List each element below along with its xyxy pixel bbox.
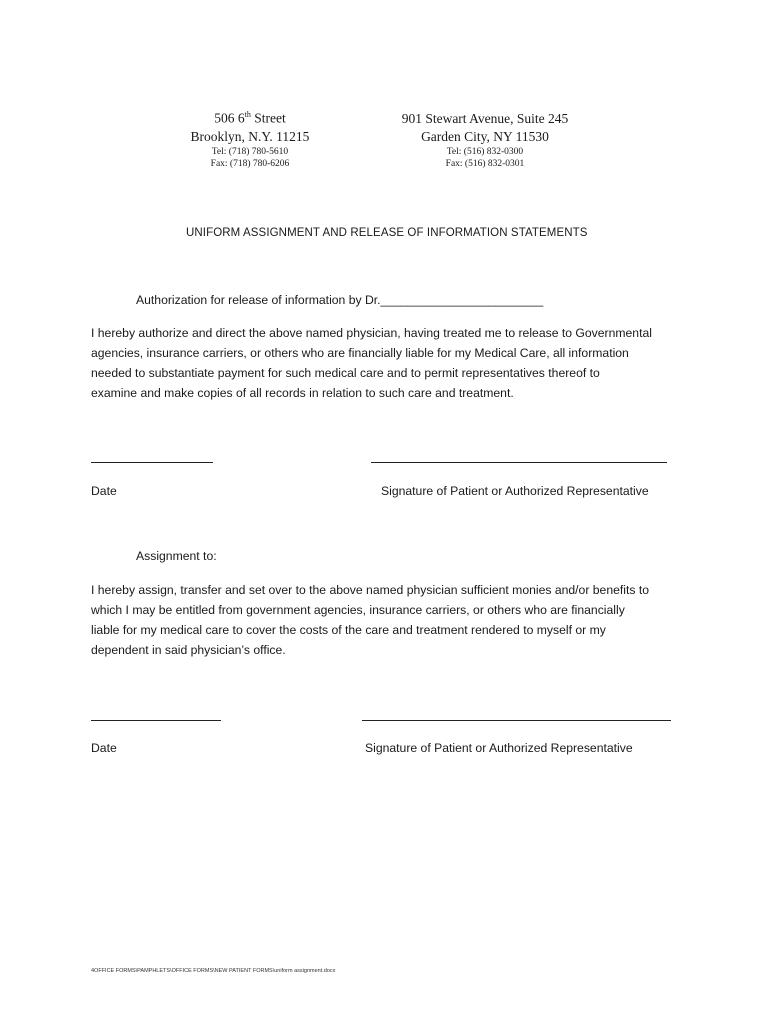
assignment-heading: Assignment to: bbox=[136, 549, 217, 563]
address-right-tel: Tel: (516) 832-0300 bbox=[446, 147, 524, 157]
address-left-city: Brooklyn, N.Y. 11215 bbox=[190, 128, 310, 144]
date-label-1: Date bbox=[91, 484, 117, 498]
street-name: Street bbox=[250, 110, 286, 126]
address-left bbox=[165, 106, 335, 170]
address-right-street: 901 Stewart Avenue, Suite 245 bbox=[401, 111, 569, 126]
paragraph-line: I hereby authorize and direct the above named physician, having treated me to release to Governmental bbox=[91, 326, 652, 340]
paragraph-line: agencies, insurance carriers, or others who are financially liable for my Medical Care, all information bbox=[91, 346, 629, 360]
street-number: 506 6 bbox=[214, 110, 245, 126]
date-label-2: Date bbox=[91, 741, 117, 755]
signature-line-1[interactable] bbox=[371, 462, 667, 463]
assignment-paragraph bbox=[91, 580, 649, 660]
footer-file-path: 4OFFICE FORMS\PAMPHLETS\OFFICE FORMS\NEW PATIENT FORMS\uniform assignment.docx bbox=[91, 968, 336, 974]
signature-label-1: Signature of Patient or Authorized Representative bbox=[381, 484, 649, 498]
address-left-street bbox=[165, 106, 335, 128]
paragraph-line: liable for my medical care to cover the costs of the care and treatment rendered to myself or my bbox=[91, 623, 606, 637]
address-left-fax: Fax: (718) 780-6206 bbox=[210, 158, 290, 169]
signature-line-2[interactable] bbox=[362, 720, 671, 721]
paragraph-line: needed to substantiate payment for such medical care and to permit representatives thereof to bbox=[91, 366, 600, 380]
address-left-tel: Tel: (718) 780-5610 bbox=[211, 146, 289, 157]
date-line-2[interactable] bbox=[91, 720, 221, 721]
authorization-line: Authorization for release of information by Dr.________________________ bbox=[136, 293, 544, 307]
document-title: UNIFORM ASSIGNMENT AND RELEASE OF INFORMATION STATEMENTS bbox=[186, 227, 588, 239]
date-line-1[interactable] bbox=[91, 462, 213, 463]
address-right bbox=[385, 110, 585, 170]
paragraph-line: dependent in said physician’s office. bbox=[91, 643, 286, 657]
paragraph-line: examine and make copies of all records in relation to such care and treatment. bbox=[91, 386, 514, 400]
paragraph-line: I hereby assign, transfer and set over to the above named physician sufficient monies and/or benefits to bbox=[91, 583, 650, 597]
address-right-fax: Fax: (516) 832-0301 bbox=[445, 159, 525, 169]
release-paragraph bbox=[91, 323, 652, 403]
signature-label-2: Signature of Patient or Authorized Representative bbox=[365, 741, 633, 755]
address-right-city: Garden City, NY 11530 bbox=[421, 129, 549, 144]
paragraph-line: which I may be entitled from government agencies, insurance carriers, or others who are financially bbox=[91, 603, 625, 617]
street-number-suffix: th bbox=[244, 110, 251, 119]
